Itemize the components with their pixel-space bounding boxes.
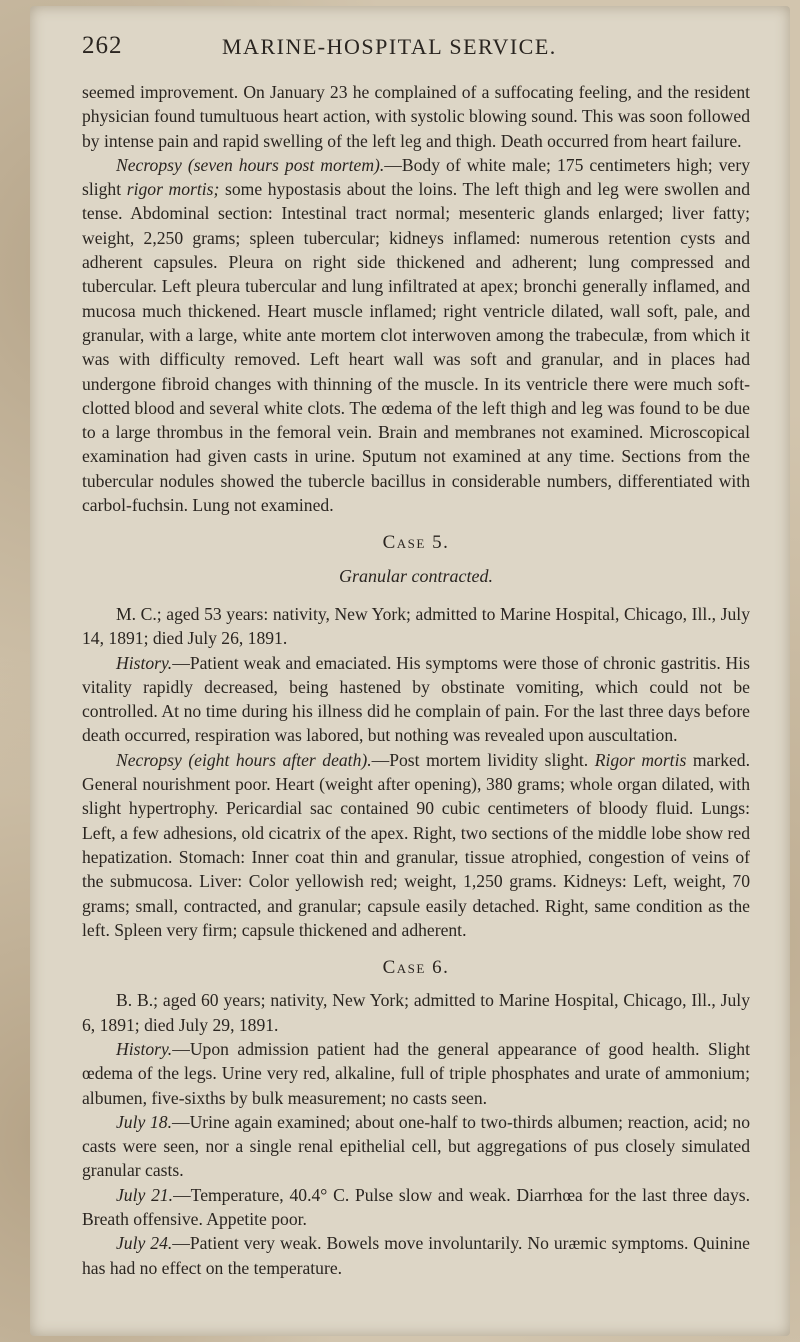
case6-july21 (82, 1183, 750, 1232)
entry-text: —Urine again examined; about one-half to two-thirds albumen; reaction, acid; no casts were seen, nor a single renal epithelial cell, but aggregations of pus closely simulated granular casts. (82, 1111, 750, 1181)
page-header (82, 32, 762, 62)
paragraph-continuation: seemed improvement. On January 23 he complained of a suffocating feeling, and the resident physician found tumultuous heart action, with systolic blowing sound. This was soon followed by intense pain and rapid swelling of the left leg and thigh. Death occurred from heart failure. (82, 82, 750, 151)
date-lead: July 24. (116, 1233, 173, 1254)
history-lead: History. (116, 652, 173, 673)
page-body (82, 80, 750, 1280)
history-lead: History. (116, 1038, 173, 1059)
history-text: —Upon admission patient had the general appearance of good health. Slight œdema of the legs. Urine very red, alkaline, full of triple phosphates and urate of ammonium; albumen, five-sixths by bulk measurement; no casts seen. (82, 1038, 750, 1108)
necropsy-lead: Necropsy (eight hours after death). (116, 749, 372, 770)
necropsy-text-a: —Body of white male; 175 centimeters high; very slight (82, 154, 750, 200)
running-head: MARINE-HOSPITAL SERVICE. (222, 34, 557, 59)
case5-history (82, 651, 750, 748)
rigor-mortis-term: Rigor mortis (594, 749, 687, 770)
rigor-mortis-term: rigor mortis; (126, 179, 220, 200)
necropsy-text-b: some hypostasis about the loins. The left thigh and leg were swollen and tense. Abdominal section: Intestinal tract normal; mesenteric glands enlarged; liver fatty; weight, 2,250 grams; spleen tubercular; kidneys inflamed: numerous retention cysts and adherent capsules. Pleura on right side thickened and adherent; lung compressed and tubercular. Left pleura tubercular and lung infiltrated at apex; bronchi generally inflamed, and mucosa much thickened. Heart muscle inflamed; right ventricle dilated, wall soft, pale, and granular, with a large, white ante mortem clot interwoven among the trabeculæ, from which it was with difficulty removed. Left heart wall was soft and granular, and in places had undergone fibroid changes with thinning of the muscle. In its ventricle there were much soft-clotted blood and several white clots. The œdema of the left thigh and leg was found to be due to a large thrombus in the femoral vein. Brain and membranes not examined. Microscopical examination had given casts in urine. Sputum not examined at any time. Sections from the tubercular nodules showed the tubercle bacillus in considerable numbers, differentiated with carbol-fuchsin. Lung not examined. (82, 179, 750, 516)
entry-text: —Patient very weak. Bowels move involuntarily. No uræmic symptoms. Quinine has had no effect on the temperature. (82, 1233, 750, 1278)
case6-july24 (82, 1231, 750, 1280)
page-number: 262 (82, 32, 123, 59)
necropsy-lead: Necropsy (seven hours post mortem). (116, 154, 385, 175)
case6-history (82, 1037, 750, 1110)
necropsy-text-b: marked. General nourishment poor. Heart (weight after opening), 380 grams; whole organ dilated, with slight hypertrophy. Pericardial sac contained 90 cubic centimeters of bloody fluid. Lungs: Left, a few adhesions, old cicatrix of the apex. Right, two sections of the middle lobe show red hepatization. Stomach: Inner coat thin and granular, tissue atrophied, congestion of veins of the submucosa. Liver: Color yellowish red; weight, 1,250 grams. Kidneys: Left, weight, 70 grams; small, contracted, and granular; capsule easily detached. Right, same condition as the left. Spleen very firm; capsule thickened and adherent. (82, 749, 750, 940)
necropsy-text-a: —Post mortem lividity slight. (371, 749, 595, 770)
history-text: —Patient weak and emaciated. His symptoms were those of chronic gastritis. His vitality rapidly decreased, being hastened by obstinate vomiting, which could not be controlled. At no time during his illness did he complain of pain. For the last three days before death occurred, respiration was labored, but nothing was revealed upon auscultation. (82, 652, 750, 746)
case5-title: Case 5. (382, 532, 450, 554)
case6-intro: B. B.; aged 60 years; nativity, New York; admitted to Marine Hospital, Chicago, Ill., July 6, 1891; died July 29, 1891. (82, 990, 750, 1035)
case5-necropsy (82, 748, 750, 942)
date-lead: July 18. (116, 1111, 172, 1132)
date-lead: July 21. (116, 1184, 174, 1205)
case5-subtitle: Granular contracted. (339, 565, 493, 586)
case5-intro: M. C.; aged 53 years: nativity, New York; admitted to Marine Hospital, Chicago, Ill., July 14, 1891; died July 26, 1891. (82, 603, 750, 649)
entry-text: —Temperature, 40.4° C. Pulse slow and weak. Diarrhœa for the last three days. Breath offensive. Appetite poor. (82, 1184, 750, 1230)
case6-july18 (82, 1110, 750, 1183)
case6-title: Case 6. (382, 957, 450, 979)
paragraph-necropsy-case4 (82, 153, 750, 517)
